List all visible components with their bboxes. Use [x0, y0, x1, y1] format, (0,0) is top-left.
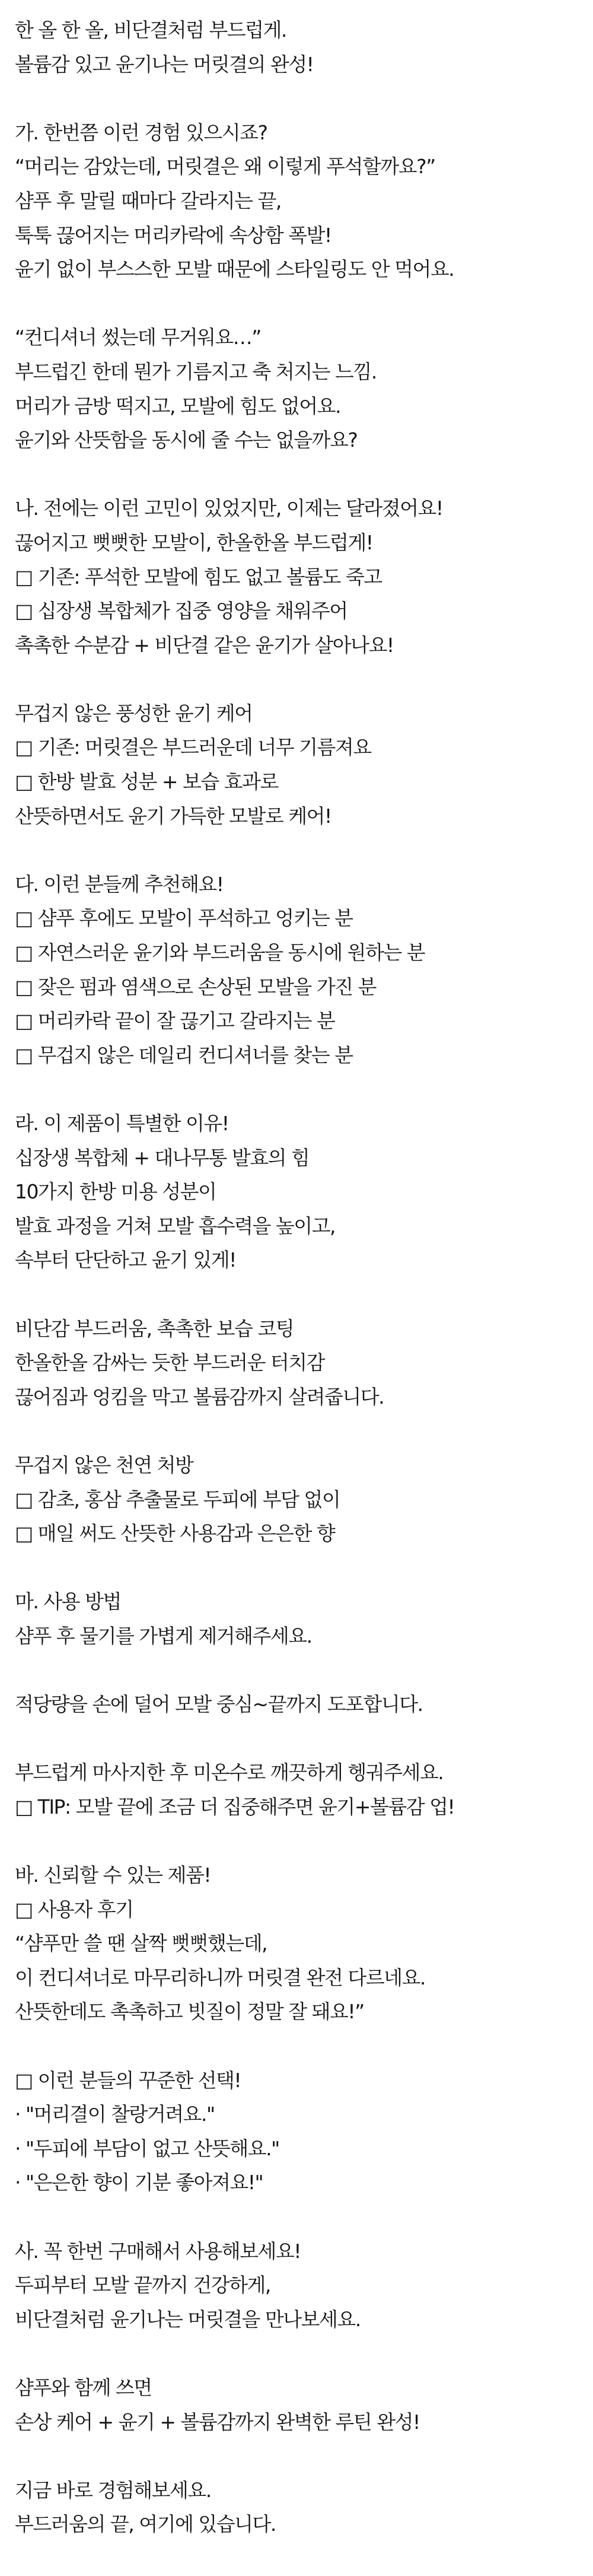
text-line: 부드럽게 마사지한 후 미온수로 깨끗하게 헹궈주세요.: [15, 1761, 444, 1785]
text-line: 발효 과정을 거쳐 모발 흡수력을 높이고,: [15, 1214, 335, 1238]
text-line: 두피부터 모발 끝까지 건강하게,: [15, 2273, 270, 2297]
text-line: 라. 이 제품이 특별한 이유!: [15, 1112, 229, 1135]
text-line: 머리가 금방 떡지고, 모발에 힘도 없어요.: [15, 394, 340, 418]
paragraph: [15, 2234, 584, 2337]
text-line: 나. 전에는 이런 고민이 있었지만, 이제는 달라졌어요!: [15, 497, 443, 520]
text-line: 한올한올 감싸는 듯한 부드러운 터치감: [15, 1351, 325, 1375]
text-line: “머리는 감았는데, 머릿결은 왜 이렇게 푸석할까요?”: [15, 155, 435, 179]
text-line: 손상 케어 + 윤기 + 볼륨감까지 완벽한 루틴 완성!: [15, 2410, 420, 2434]
text-line: 속부터 단단하고 윤기 있게!: [15, 1248, 236, 1272]
text-line: □ 자연스러운 윤기와 부드러움을 동시에 원하는 분: [15, 941, 425, 965]
text-line: □ 매일 써도 산뜻한 사용감과 은은한 향: [15, 1522, 335, 1545]
text-line: 볼륨감 있고 윤기나는 머릿결의 완성!: [15, 52, 314, 76]
text-line: “컨디셔너 썼는데 무거워요…”: [15, 326, 261, 349]
text-line: □ 십장생 복합체가 집중 영양을 채워주어: [15, 599, 347, 623]
text-line: · "두피에 부담이 없고 산뜻해요.": [15, 2136, 279, 2160]
paragraph: [15, 1756, 584, 1824]
text-line: 윤기와 산뜻함을 동시에 줄 수는 없을까요?: [15, 428, 358, 452]
paragraph: [15, 1312, 584, 1414]
text-line: □ TIP: 모발 끝에 조금 더 집중해주면 윤기+볼륨감 업!: [15, 1795, 455, 1818]
text-line: □ 기존: 푸석한 모발에 힘도 없고 볼륨도 죽고: [15, 565, 382, 589]
text-line: 가. 한번쯤 이런 경험 있으시죠?: [15, 120, 267, 144]
paragraph: [15, 2371, 584, 2439]
text-line: · "은은한 향이 기분 좋아져요!": [15, 2171, 263, 2195]
text-line: □ 한방 발효 성분 + 보습 효과로: [15, 770, 278, 794]
text-line: 툭툭 끊어지는 머리카락에 속상함 폭발!: [15, 223, 331, 247]
text-line: 끊어지고 뻣뻣한 모발이, 한올한올 부드럽게!: [15, 530, 373, 554]
text-line: 샴푸 후 물기를 가볍게 제거해주세요.: [15, 1624, 312, 1648]
text-line: □ 무겁지 않은 데일리 컨디셔너를 찾는 분: [15, 1043, 353, 1067]
text-line: · "머리결이 찰랑거려요.": [15, 2103, 215, 2126]
text-line: □ 머리카락 끝이 잘 끊기고 갈라지는 분: [15, 1009, 335, 1033]
text-line: 마. 사용 방법: [15, 1590, 121, 1614]
text-line: □ 이런 분들의 꾸준한 선택!: [15, 2068, 241, 2092]
text-line: 샴푸 후 말릴 때마다 갈라지는 끝,: [15, 189, 281, 212]
text-line: 무겁지 않은 천연 처방: [15, 1453, 193, 1477]
paragraph: [15, 1448, 584, 1551]
text-line: 부드러움의 끝, 여기에 있습니다.: [15, 2513, 276, 2536]
paragraph: [15, 1585, 584, 1653]
paragraph: [15, 491, 584, 662]
text-line: 다. 이런 분들께 추천해요!: [15, 872, 224, 896]
paragraph: [15, 13, 584, 81]
paragraph: [15, 1687, 584, 1722]
paragraph: [15, 867, 584, 1073]
text-line: 부드럽긴 한데 뭔가 기름지고 축 처지는 느낌.: [15, 360, 377, 383]
text-line: 비단결처럼 윤기나는 머릿결을 만나보세요.: [15, 2307, 361, 2331]
text-line: 산뜻하면서도 윤기 가득한 모발로 케어!: [15, 804, 331, 828]
text-line: 이 컨디셔너로 마무리하니까 머릿결 완전 다르네요.: [15, 1966, 425, 1989]
text-line: 10가지 한방 미용 성분이: [15, 1180, 216, 1204]
text-line: 샴푸와 함께 쓰면: [15, 2375, 152, 2399]
text-line: 산뜻한데도 촉촉하고 빗질이 정말 잘 돼요!”: [15, 2000, 364, 2024]
paragraph: [15, 2063, 584, 2200]
paragraph: [15, 116, 584, 287]
text-line: 비단감 부드러움, 촉촉한 보습 코팅: [15, 1316, 294, 1340]
text-line: □ 감초, 홍삼 추출물로 두피에 부담 없이: [15, 1487, 340, 1511]
text-line: 무겁지 않은 풍성한 윤기 케어: [15, 701, 253, 725]
text-line: 윤기 없이 부스스한 모발 때문에 스타일링도 안 먹어요.: [15, 257, 454, 281]
text-line: 끊어짐과 엉킴을 막고 볼륨감까지 살려줍니다.: [15, 1385, 384, 1408]
text-line: 한 올 한 올, 비단결처럼 부드럽게.: [15, 18, 286, 42]
text-line: “샴푸만 쓸 땐 살짝 뻣뻣했는데,: [15, 1932, 267, 1955]
text-line: 십장생 복합체 + 대나무통 발효의 힘: [15, 1146, 310, 1169]
text-line: 지금 바로 경험해보세요.: [15, 2478, 211, 2502]
text-line: □ 샴푸 후에도 모발이 푸석하고 엉키는 분: [15, 907, 353, 930]
paragraph: [15, 320, 584, 457]
document-body: [15, 13, 584, 2576]
paragraph: [15, 2473, 584, 2542]
text-line: 바. 신뢰할 수 있는 제품!: [15, 1863, 211, 1887]
text-line: □ 잦은 펌과 염색으로 손상된 모발을 가진 분: [15, 975, 377, 998]
text-line: 사. 꼭 한번 구매해서 사용해보세요!: [15, 2239, 301, 2263]
paragraph: [15, 1106, 584, 1277]
paragraph: [15, 1858, 584, 2029]
text-line: 촉촉한 수분감 + 비단결 같은 윤기가 살아나요!: [15, 633, 394, 657]
text-line: □ 사용자 후기: [15, 1897, 133, 1921]
text-line: □ 기존: 머릿결은 부드러운데 너무 기름져요: [15, 736, 371, 759]
text-line: 적당량을 손에 덜어 모발 중심~끝까지 도포합니다.: [15, 1693, 423, 1716]
paragraph: [15, 697, 584, 833]
